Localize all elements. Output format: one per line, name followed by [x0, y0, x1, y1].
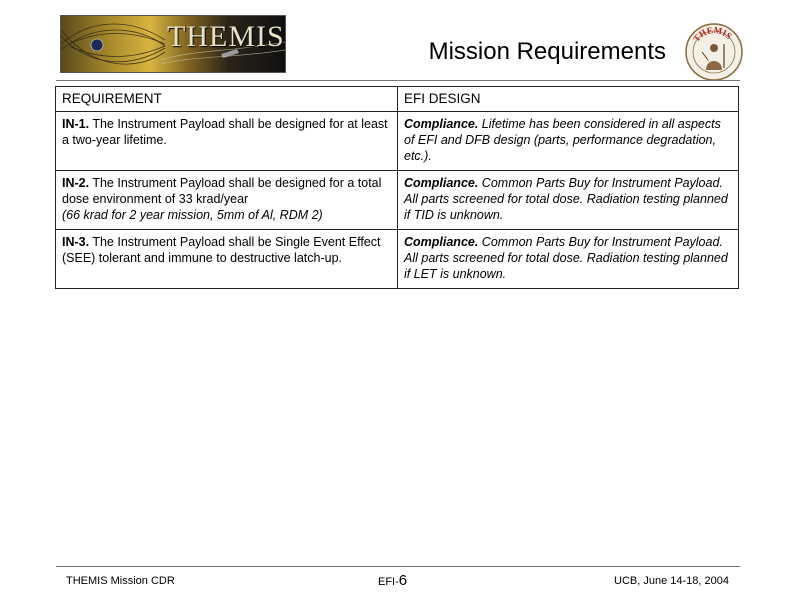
design-cell: [398, 230, 739, 289]
table-row: [56, 230, 739, 289]
requirement-text: The Instrument Payload shall be designed for at least a two-year lifetime.: [62, 117, 388, 147]
table-row: [56, 112, 739, 171]
requirements-table: [55, 86, 739, 289]
footer-date: UCB, June 14-18, 2004: [614, 575, 729, 587]
design-text: Common Parts Buy for Instrument Payload. All parts screened for total dose. Radiation testing planned if LET is unknown.: [404, 235, 728, 281]
requirement-text: The Instrument Payload shall be Single Event Effect (SEE) tolerant and immune to destructive latch-up.: [62, 235, 381, 265]
compliance-label: Compliance.: [404, 117, 479, 131]
footer-event: THEMIS Mission CDR: [66, 575, 175, 587]
header-efi-design: EFI DESIGN: [398, 87, 739, 112]
page-number: 6: [398, 572, 408, 589]
svg-text:THEMIS: THEMIS: [691, 24, 734, 44]
page-title: Mission Requirements: [428, 38, 666, 65]
footer-page-number: [378, 572, 407, 589]
page-prefix: EFI-: [378, 576, 399, 588]
design-cell: [398, 171, 739, 230]
table-header-row: [56, 87, 739, 112]
requirement-cell: [56, 230, 398, 289]
compliance-label: Compliance.: [404, 176, 479, 190]
design-cell: [398, 112, 739, 171]
table-row: [56, 171, 739, 230]
requirement-note: (66 krad for 2 year mission, 5mm of Al, RDM 2): [62, 208, 323, 222]
header-rule: [56, 80, 740, 81]
footer-rule: [56, 566, 740, 567]
header-requirement: REQUIREMENT: [56, 87, 398, 112]
compliance-label: Compliance.: [404, 235, 479, 249]
requirement-id: IN-1.: [62, 117, 90, 131]
requirement-id: IN-3.: [62, 235, 90, 249]
logo-text: THEMIS: [167, 20, 285, 53]
requirement-cell: [56, 171, 398, 230]
requirement-id: IN-2.: [62, 176, 90, 190]
themis-logo: [60, 15, 286, 73]
design-text: Common Parts Buy for Instrument Payload. All parts screened for total dose. Radiation testing planned if TID is unknown.: [404, 176, 728, 222]
requirement-text: The Instrument Payload shall be designed for a total dose environment of 33 krad/year: [62, 176, 382, 206]
design-text: Lifetime has been considered in all aspects of EFI and DFB design (parts, performance degradation, etc.).: [404, 117, 721, 163]
requirement-cell: [56, 112, 398, 171]
themis-seal-icon: [684, 22, 744, 82]
